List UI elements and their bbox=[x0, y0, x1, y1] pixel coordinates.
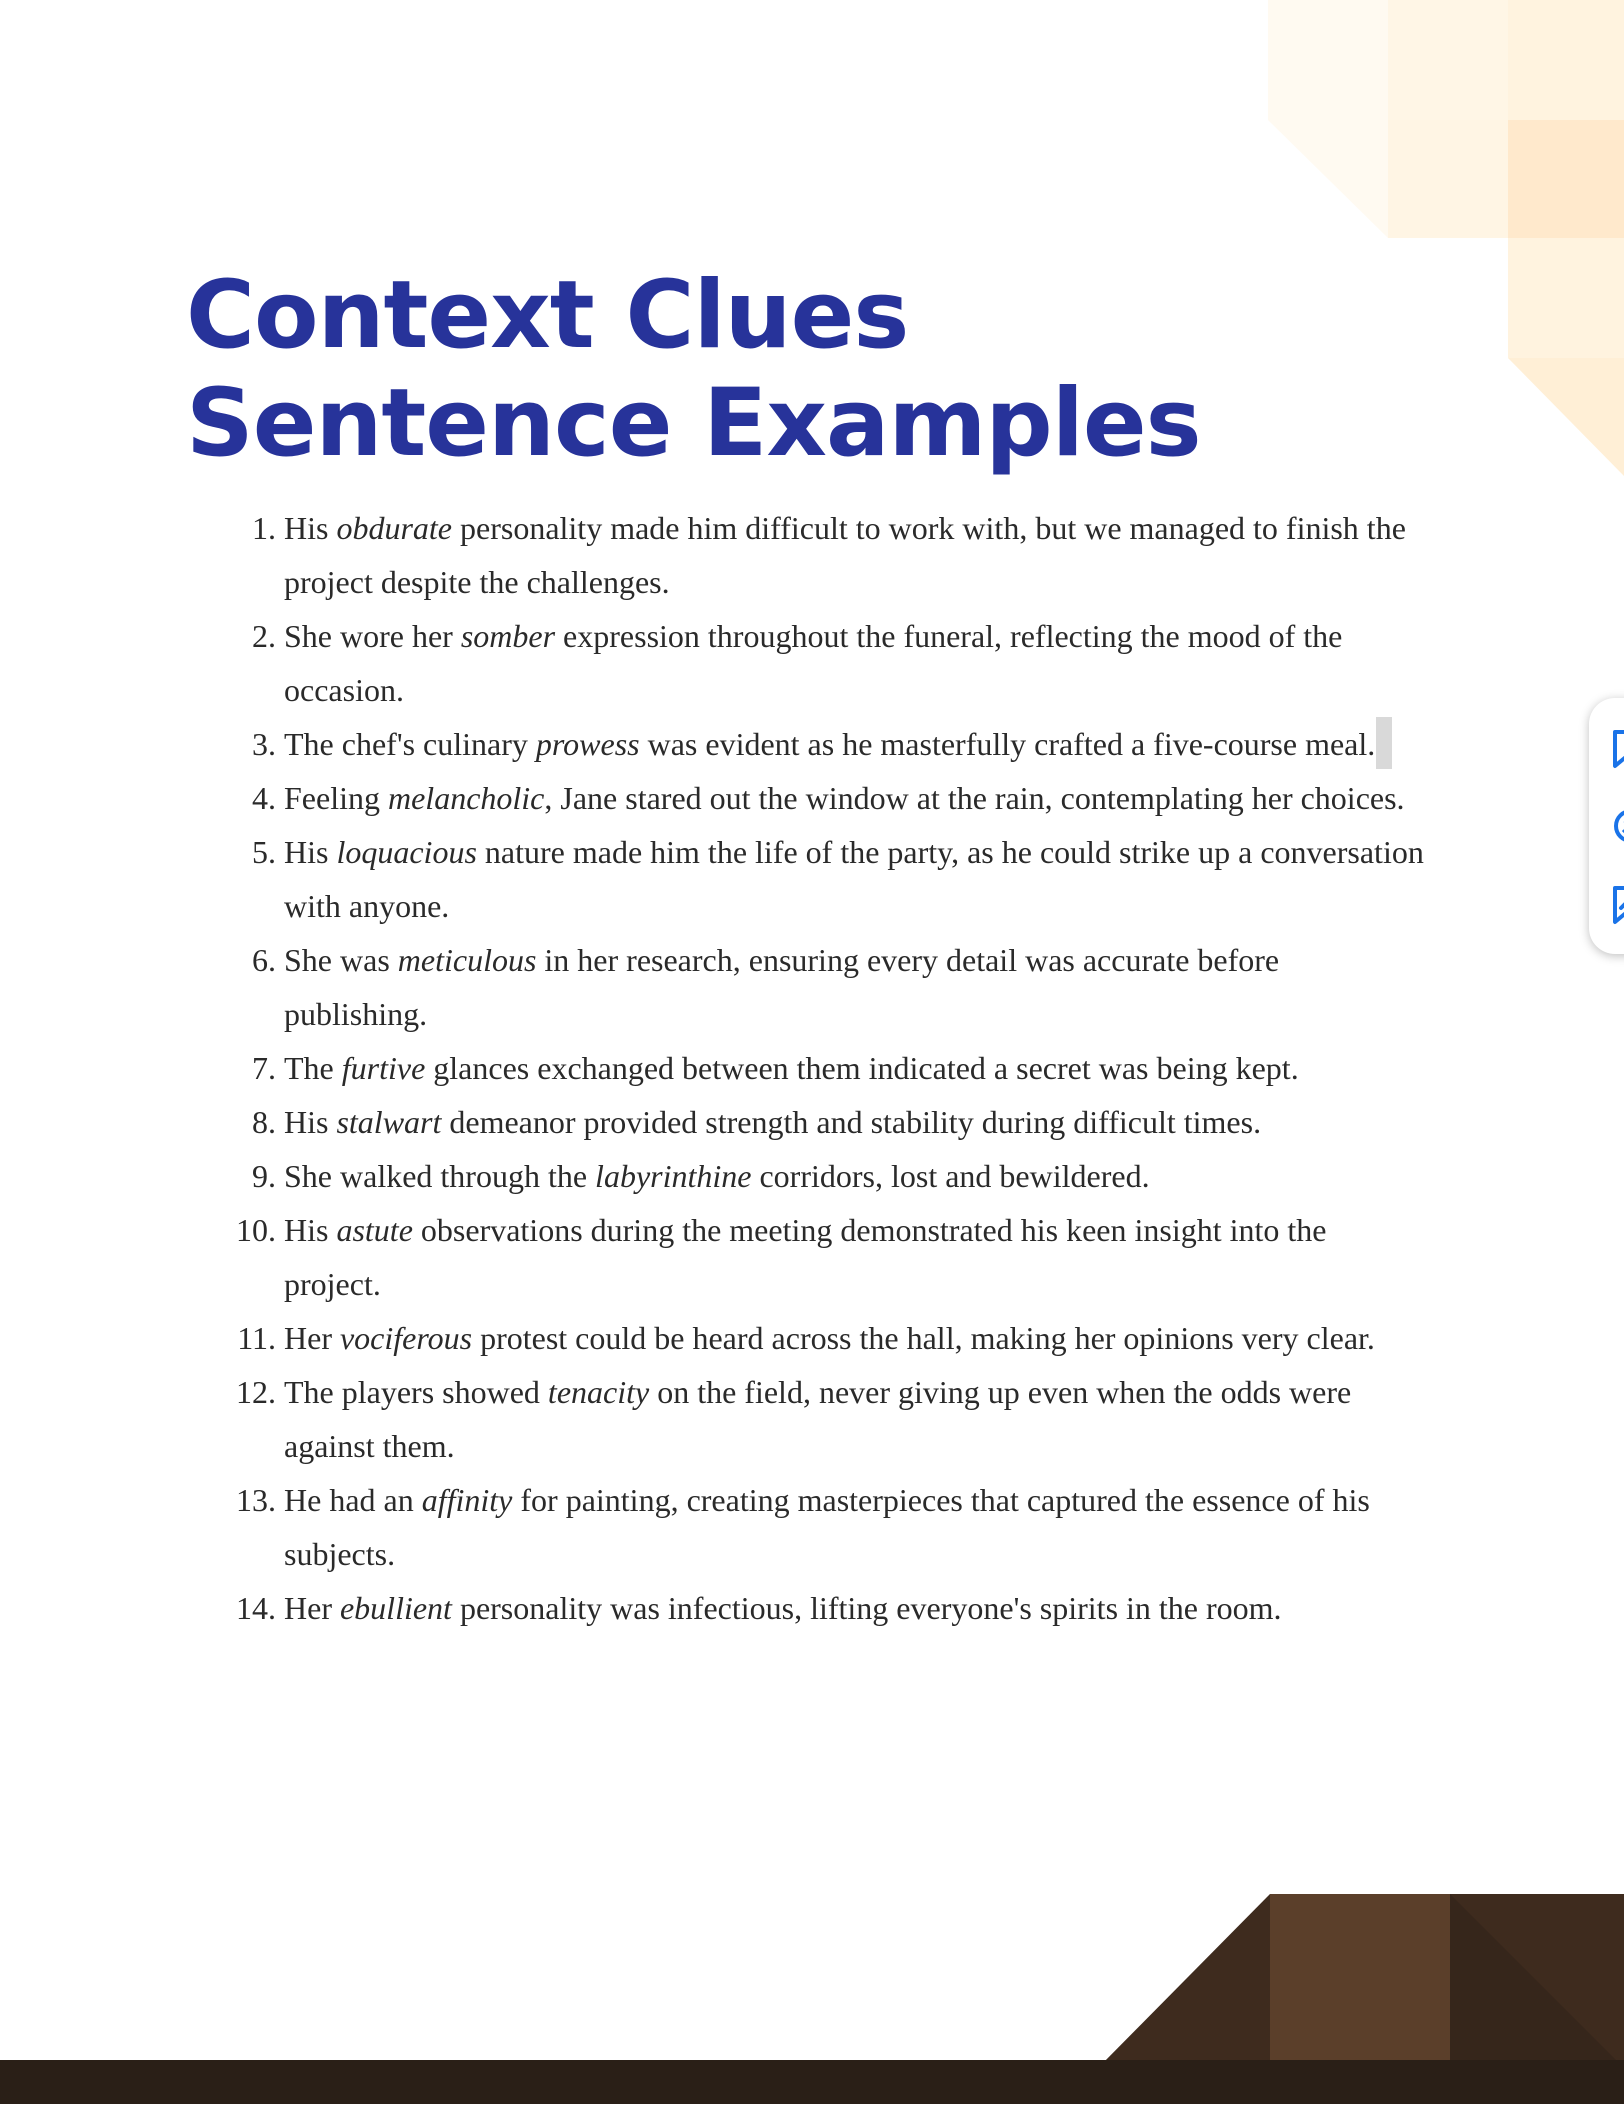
sentence-text-after: glances exchanged between them indicated a secret was being kept. bbox=[425, 1050, 1299, 1086]
list-item bbox=[0, 1365, 1424, 1473]
sentence-text-after: on the field, never giving up even when the odds were against them. bbox=[284, 1374, 1352, 1464]
vocabulary-word: obdurate bbox=[336, 510, 452, 546]
sentence-list bbox=[0, 501, 1624, 1635]
item-number: 2. bbox=[252, 618, 276, 654]
list-item bbox=[0, 1203, 1424, 1311]
sentence-text-before: The players showed bbox=[284, 1374, 548, 1410]
sentence-text-after: protest could be heard across the hall, making her opinions very clear. bbox=[472, 1320, 1375, 1356]
sentence-text-after: , Jane stared out the window at the rain, contemplating her choices. bbox=[544, 780, 1405, 816]
item-number: 6. bbox=[252, 942, 276, 978]
item-number: 1. bbox=[252, 510, 276, 546]
list-item bbox=[0, 933, 1424, 1041]
list-item bbox=[0, 609, 1424, 717]
sentence-text-after: in her research, ensuring every detail was accurate before publishing. bbox=[284, 942, 1280, 1032]
sentence-text-before: His bbox=[284, 834, 337, 870]
vocabulary-word: furtive bbox=[341, 1050, 426, 1086]
footer-bar bbox=[0, 2060, 1624, 2104]
text-cursor[interactable] bbox=[1376, 717, 1392, 769]
vocabulary-word: prowess bbox=[535, 726, 640, 762]
item-number: 14. bbox=[236, 1590, 276, 1626]
vocabulary-word: vociferous bbox=[339, 1320, 473, 1356]
sentence-text-after: demeanor provided strength and stability during difficult times. bbox=[441, 1104, 1262, 1140]
vocabulary-word: meticulous bbox=[397, 942, 537, 978]
sentence-text-before: The bbox=[284, 1050, 342, 1086]
sentence-text-before: The chef's culinary bbox=[284, 726, 536, 762]
sentence-text-before: His bbox=[284, 1104, 337, 1140]
vocabulary-word: stalwart bbox=[336, 1104, 442, 1140]
vocabulary-word: affinity bbox=[421, 1482, 513, 1518]
list-item bbox=[0, 1041, 1424, 1095]
item-number: 12. bbox=[236, 1374, 276, 1410]
add-comment-icon[interactable] bbox=[1607, 726, 1624, 770]
item-number: 5. bbox=[252, 834, 276, 870]
floating-side-toolbar bbox=[1589, 698, 1624, 954]
title-line-2: Sentence Examples bbox=[186, 369, 1201, 478]
vocabulary-word: ebullient bbox=[339, 1590, 452, 1626]
sentence-text-after: observations during the meeting demonstrated his keen insight into the project. bbox=[284, 1212, 1327, 1302]
list-item bbox=[0, 1581, 1424, 1635]
vocabulary-word: somber bbox=[460, 618, 556, 654]
vocabulary-word: loquacious bbox=[336, 834, 477, 870]
sentence-text-before: She walked through the bbox=[284, 1158, 596, 1194]
sentence-text-after: nature made him the life of the party, as he could strike up a conversation with anyone. bbox=[284, 834, 1424, 924]
sentence-text-before: She wore her bbox=[284, 618, 461, 654]
sentence-text-after: for painting, creating masterpieces that captured the essence of his subjects. bbox=[284, 1482, 1370, 1572]
vocabulary-word: astute bbox=[336, 1212, 413, 1248]
list-item bbox=[0, 1095, 1424, 1149]
suggest-edit-icon[interactable] bbox=[1607, 882, 1624, 926]
vocabulary-word: tenacity bbox=[547, 1374, 650, 1410]
sentence-text-before: Her bbox=[284, 1590, 340, 1626]
sentence-text-before: He had an bbox=[284, 1482, 422, 1518]
sentence-text-before: His bbox=[284, 510, 337, 546]
item-number: 9. bbox=[252, 1158, 276, 1194]
list-item bbox=[0, 717, 1424, 771]
item-number: 10. bbox=[236, 1212, 276, 1248]
sentence-text-before: Feeling bbox=[284, 780, 388, 816]
list-item bbox=[0, 1311, 1424, 1365]
emoji-icon[interactable] bbox=[1607, 804, 1624, 848]
sentence-text-after: personality made him difficult to work with, but we managed to finish the project despite the challenges. bbox=[284, 510, 1406, 600]
item-number: 4. bbox=[252, 780, 276, 816]
item-number: 11. bbox=[237, 1320, 276, 1356]
vocabulary-word: labyrinthine bbox=[595, 1158, 752, 1194]
list-item bbox=[0, 771, 1424, 825]
vocabulary-word: melancholic bbox=[387, 780, 545, 816]
title-line-1: Context Clues bbox=[186, 261, 909, 370]
sentence-text-before: Her bbox=[284, 1320, 340, 1356]
list-item bbox=[0, 1149, 1424, 1203]
sentence-text-after: corridors, lost and bewildered. bbox=[751, 1158, 1150, 1194]
sentence-text-after: was evident as he masterfully crafted a five-course meal. bbox=[639, 726, 1376, 762]
item-number: 13. bbox=[236, 1482, 276, 1518]
sentence-text-before: His bbox=[284, 1212, 337, 1248]
sentence-text-after: expression throughout the funeral, reflecting the mood of the occasion. bbox=[284, 618, 1343, 708]
sentence-text-after: personality was infectious, lifting everyone's spirits in the room. bbox=[451, 1590, 1282, 1626]
item-number: 8. bbox=[252, 1104, 276, 1140]
page-title bbox=[186, 262, 1201, 478]
list-item bbox=[0, 825, 1424, 933]
item-number: 3. bbox=[252, 726, 276, 762]
item-number: 7. bbox=[252, 1050, 276, 1086]
list-item bbox=[0, 501, 1424, 609]
sentence-text-before: She was bbox=[284, 942, 398, 978]
list-item bbox=[0, 1473, 1424, 1581]
